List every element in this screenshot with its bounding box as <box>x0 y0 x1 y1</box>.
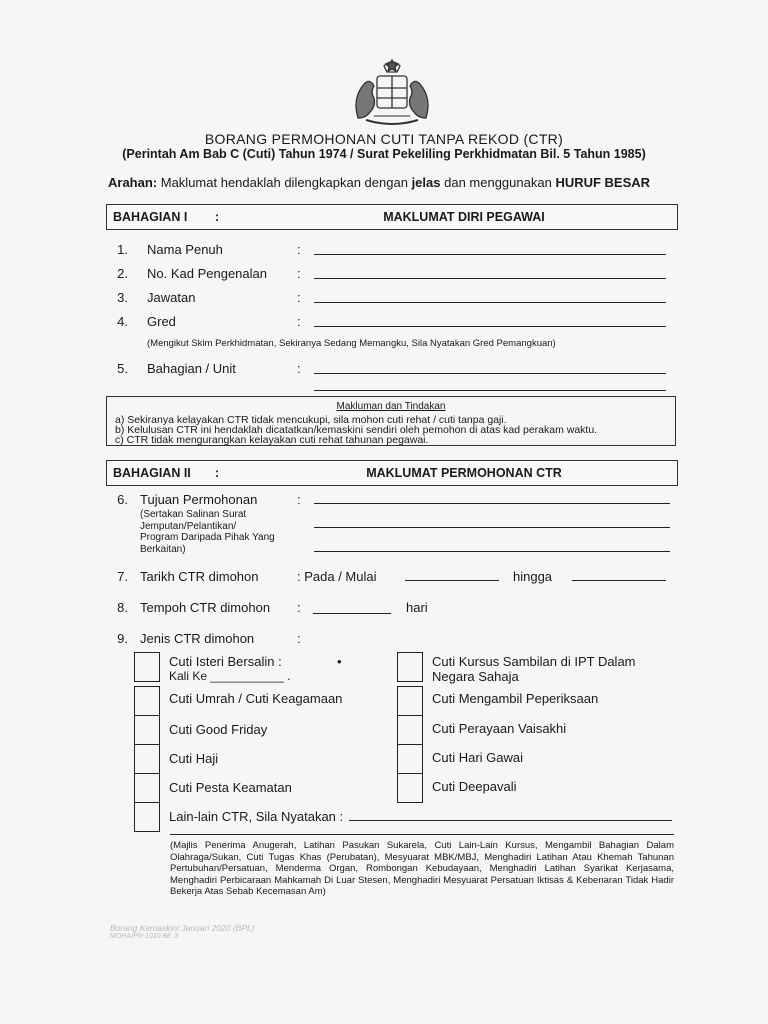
lain-lain-ctr-input[interactable] <box>349 820 672 821</box>
label-cuti-kursus-sambilan: Cuti Kursus Sambilan di IPT Dalam <box>432 654 636 669</box>
label-lain-lain-ctr: Lain-lain CTR, Sila Nyatakan : <box>169 809 344 824</box>
field-label-bahagian-unit: Bahagian / Unit <box>147 361 236 376</box>
field-label-no-kad-pengenalan: No. Kad Pengenalan <box>147 266 267 281</box>
bahagian-unit-input[interactable] <box>314 373 666 374</box>
checkbox-cuti-hari-gawai[interactable] <box>397 744 423 774</box>
tujuan-note: (Sertakan Salinan Surat Jemputan/Pelantikan/ Program Daripada Pihak Yang Berkaitan) <box>140 509 275 555</box>
field-label-nama-penuh: Nama Penuh <box>147 242 223 257</box>
tujuan-permohonan-input-line-3[interactable] <box>314 551 670 552</box>
bahagian-unit-input-line-2[interactable] <box>314 390 666 391</box>
checkbox-cuti-isteri-bersalin[interactable] <box>134 652 160 682</box>
lain-lain-note: (Majlis Penerima Anugerah, Latihan Pasukan Sukarela, Cuti Lain-Lain Kursus, Mengambil Bahagian Dalam Olahraga/Sukan, Cuti Tugas Khas (Perubatan), Mesyuarat MBK/MBJ, Menghadiri Latihan Atau Khemah Tahunan Pertubuhan/Persatuan, Menderma Organ, Rombongan Kebudayaan, Menghadiri Latihan Syarikat Kerjasama, Menghadiri Perbicaraan Mahkamah Di Luar Stesen, Menghadiri Mesyuarat Persatuan Iktisas & Kebenaran Tidak Hadir Bekerja Atas Sebab Kecemasan Am) <box>170 840 674 897</box>
gred-input[interactable] <box>314 326 666 327</box>
gred-note: (Mengikut Skim Perkhidmatan, Sekiranya Sedang Memangku, Sila Nyatakan Gred Pemangkuan) <box>147 338 556 349</box>
form-subtitle: (Perintah Am Bab C (Cuti) Tahun 1974 / Surat Pekeliling Perkhidmatan Bil. 5 Tahun 1985) <box>122 147 646 161</box>
checkbox-cuti-deepavali[interactable] <box>397 773 423 803</box>
tujuan-permohonan-input[interactable] <box>314 503 670 504</box>
field-label-jawatan: Jawatan <box>147 290 196 305</box>
label-cuti-perayaan-vaisakhi: Cuti Perayaan Vaisakhi <box>432 721 567 736</box>
field-label-jenis-ctr: Jenis CTR dimohon <box>140 631 255 646</box>
bullet-dot: • <box>337 654 342 669</box>
instructions: Arahan: Maklumat hendaklah dilengkapkan dengan jelas dan menggunakan HURUF BESAR <box>108 175 651 190</box>
tujuan-permohonan-input-line-2[interactable] <box>314 527 670 528</box>
label-cuti-good-friday: Cuti Good Friday <box>169 722 268 737</box>
pada-mulai-label: : Pada / Mulai <box>297 569 377 584</box>
hingga-label: hingga <box>513 569 553 584</box>
checkbox-cuti-umrah[interactable] <box>134 686 160 716</box>
section-2-header: BAHAGIAN II : MAKLUMAT PERMOHONAN CTR <box>106 460 678 486</box>
section-1-title: MAKLUMAT DIRI PEGAWAI <box>383 210 545 224</box>
label-cuti-isteri-bersalin: Cuti Isteri Bersalin : <box>169 654 282 669</box>
label-cuti-mengambil-peperiksaan: Cuti Mengambil Peperiksaan <box>432 691 599 706</box>
coat-of-arms-crest-icon <box>344 58 440 128</box>
label-cuti-kursus-sambilan-line-2: Negara Sahaja <box>432 669 519 684</box>
hari-label: hari <box>406 600 428 615</box>
section-2-label: BAHAGIAN II <box>113 466 191 480</box>
checkbox-cuti-good-friday[interactable] <box>134 715 160 745</box>
tarikh-mulai-input[interactable] <box>405 580 499 581</box>
notice-box <box>106 396 676 446</box>
tarikh-hingga-input[interactable] <box>572 580 666 581</box>
checkbox-cuti-kursus-sambilan[interactable] <box>397 652 423 682</box>
field-label-tarikh-ctr: Tarikh CTR dimohon <box>140 569 259 584</box>
kali-ke-label: Kali Ke ___________ . <box>169 669 291 683</box>
label-cuti-deepavali: Cuti Deepavali <box>432 779 517 794</box>
notice-item-b: b) Kelulusan CTR ini hendaklah dicatatkan/kemaskini sendiri oleh pemohon di atas kad perakam waktu. <box>115 424 598 436</box>
tempoh-ctr-input[interactable] <box>313 613 391 614</box>
label-cuti-haji: Cuti Haji <box>169 751 219 766</box>
jawatan-input[interactable] <box>314 302 666 303</box>
footer-divider <box>170 834 674 835</box>
checkbox-lain-lain-ctr[interactable] <box>134 802 160 832</box>
section-1-header: BAHAGIAN I : MAKLUMAT DIRI PEGAWAI <box>106 204 678 230</box>
page-footer-ref: MOHA/PN-1010 Bil. 3 <box>110 933 179 940</box>
checkbox-cuti-mengambil-peperiksaan[interactable] <box>397 686 423 716</box>
page-footer-version: Borang Kemaskini Januari 2020 (BPL) <box>110 923 255 933</box>
notice-item-a: a) Sekiranya kelayakan CTR tidak mencukupi, sila mohon cuti rehat / cuti tanpa gaji. <box>115 414 507 426</box>
notice-title: Makluman dan Tindakan <box>336 401 446 412</box>
no-kad-pengenalan-input[interactable] <box>314 278 666 279</box>
field-label-gred: Gred <box>147 314 176 329</box>
section-1-label: BAHAGIAN I <box>113 210 188 224</box>
checkbox-cuti-perayaan-vaisakhi[interactable] <box>397 715 423 745</box>
field-label-tempoh-ctr: Tempoh CTR dimohon <box>140 600 271 615</box>
form-title: BORANG PERMOHONAN CUTI TANPA REKOD (CTR) <box>204 131 564 147</box>
checkbox-cuti-haji[interactable] <box>134 744 160 774</box>
checkbox-cuti-pesta-keamatan[interactable] <box>134 773 160 803</box>
label-cuti-pesta-keamatan: Cuti Pesta Keamatan <box>169 780 292 795</box>
notice-item-c: c) CTR tidak mengurangkan kelayakan cuti rehat tahunan pegawai. <box>115 434 429 446</box>
section-2-title: MAKLUMAT PERMOHONAN CTR <box>366 466 562 480</box>
label-cuti-hari-gawai: Cuti Hari Gawai <box>432 750 524 765</box>
nama-penuh-input[interactable] <box>314 254 666 255</box>
field-label-tujuan-permohonan: Tujuan Permohonan <box>140 492 258 507</box>
label-cuti-umrah: Cuti Umrah / Cuti Keagamaan <box>169 691 343 706</box>
